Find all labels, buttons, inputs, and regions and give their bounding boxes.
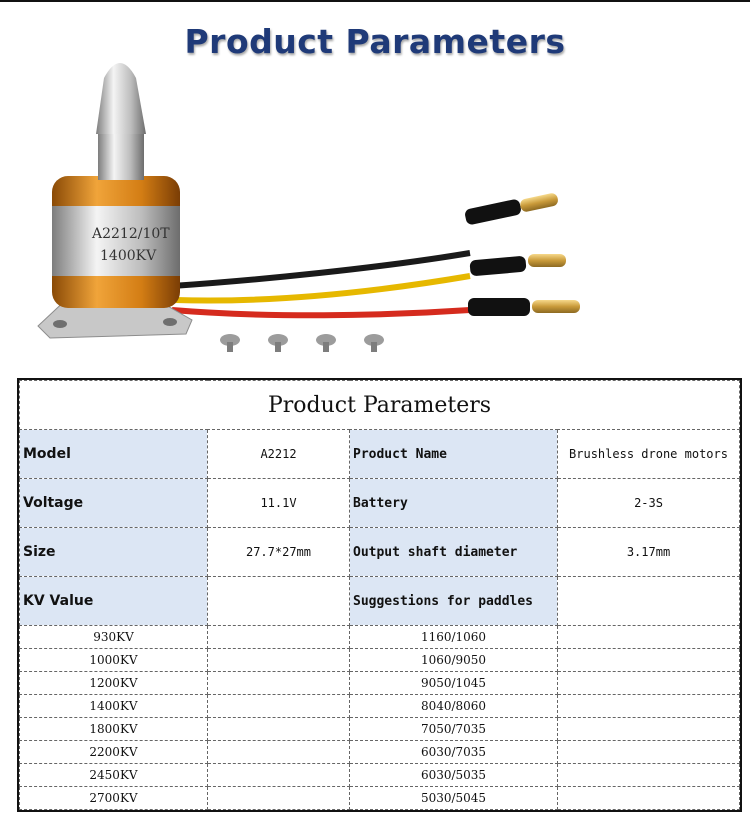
- kv-value: 2200KV: [20, 741, 208, 764]
- connector-black: [464, 192, 559, 225]
- prop-adapter-nut: [96, 63, 146, 134]
- spec-label: Battery: [350, 479, 558, 528]
- kv-value: 1800KV: [20, 718, 208, 741]
- spec-row-kv-header: [20, 577, 740, 626]
- kv-value: 1200KV: [20, 672, 208, 695]
- paddle-value: 1160/1060: [350, 626, 558, 649]
- red-wire: [172, 310, 470, 315]
- spec-value: 3.17mm: [558, 528, 740, 577]
- kv-value: 1000KV: [20, 649, 208, 672]
- spec-label: Output shaft diameter: [350, 528, 558, 577]
- paddle-value: 8040/8060: [350, 695, 558, 718]
- spec-row-voltage: [20, 479, 740, 528]
- spec-label: Suggestions for paddles: [350, 577, 558, 626]
- product-parameters-table: [19, 380, 740, 810]
- motor-label-line2: 1400KV: [100, 248, 157, 264]
- spec-value: 2-3S: [558, 479, 740, 528]
- prop-adapter-collar: [98, 132, 144, 180]
- spec-label: Product Name: [350, 430, 558, 479]
- spec-value: A2212: [208, 430, 350, 479]
- spec-value: 11.1V: [208, 479, 350, 528]
- table-row: [20, 741, 740, 764]
- spec-value: [558, 577, 740, 626]
- paddle-value: 1060/9050: [350, 649, 558, 672]
- paddle-value: 6030/5035: [350, 764, 558, 787]
- table-row: [20, 626, 740, 649]
- table-row: [20, 764, 740, 787]
- spec-label: Size: [20, 528, 208, 577]
- spec-row-model: [20, 430, 740, 479]
- mounting-screws: [220, 334, 384, 352]
- table-row: [20, 718, 740, 741]
- paddle-value: 7050/7035: [350, 718, 558, 741]
- spec-value: 27.7*27mm: [208, 528, 350, 577]
- spec-value: Brushless drone motors: [558, 430, 740, 479]
- banner-title: Product Parameters: [184, 22, 566, 61]
- motor-product-image: [0, 48, 750, 368]
- kv-value: 2450KV: [20, 764, 208, 787]
- connector-red: [468, 298, 580, 316]
- spec-value: [208, 577, 350, 626]
- paddle-value: 6030/7035: [350, 741, 558, 764]
- kv-value: 2700KV: [20, 787, 208, 810]
- top-border-line: [0, 0, 750, 2]
- table-title: Product Parameters: [20, 381, 740, 430]
- table-row: [20, 672, 740, 695]
- table-row: [20, 787, 740, 810]
- spec-label: KV Value: [20, 577, 208, 626]
- connector-yellow: [469, 254, 566, 276]
- paddle-value: 9050/1045: [350, 672, 558, 695]
- spec-row-size: [20, 528, 740, 577]
- kv-value: 1400KV: [20, 695, 208, 718]
- kv-value: 930KV: [20, 626, 208, 649]
- spec-label: Model: [20, 430, 208, 479]
- spec-label: Voltage: [20, 479, 208, 528]
- table-row: [20, 649, 740, 672]
- table-row: [20, 695, 740, 718]
- motor-label-line1: A2212/10T: [92, 226, 170, 242]
- paddle-value: 5030/5045: [350, 787, 558, 810]
